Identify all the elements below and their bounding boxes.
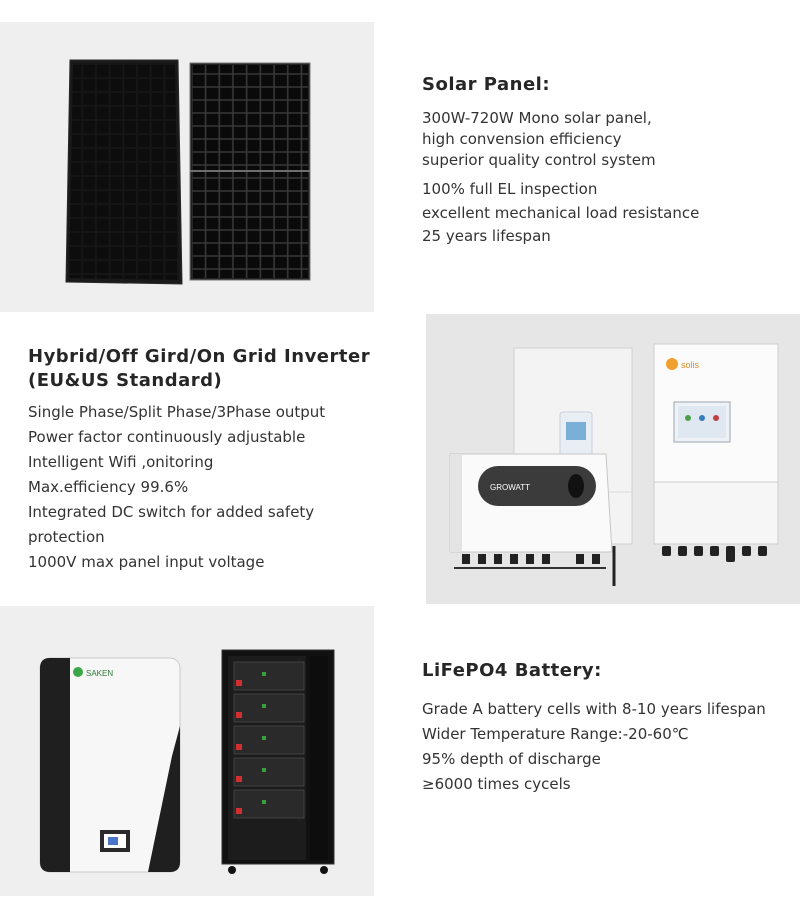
solar-spec-line: high convension efficiency — [422, 130, 622, 148]
battery-spec-line: Grade A battery cells with 8-10 years lifespan — [422, 700, 766, 718]
solar-spec-list-b — [422, 178, 699, 249]
inverter-spec-line: 1000V max panel input voltage — [28, 553, 265, 571]
battery-spec-line: ≥6000 times cycels — [422, 775, 571, 793]
solar-spec-line: superior quality control system — [422, 151, 656, 169]
solar-spec-line: 300W-720W Mono solar panel, — [422, 109, 652, 127]
solar-title: Solar Panel: — [422, 74, 551, 95]
inverter-spec-line: Intelligent Wifi ,onitoring — [28, 453, 214, 471]
inverter-title — [28, 345, 370, 393]
battery-brand-label: SAKEN — [86, 669, 114, 678]
inverter-spec-line: Integrated DC switch for added safety — [28, 503, 315, 521]
battery-spec-line: 95% depth of discharge — [422, 750, 601, 768]
battery-spec-line: Wider Temperature Range:-20-60℃ — [422, 725, 689, 743]
inverter-spec-list — [28, 400, 325, 575]
solis-brand-label: solis — [681, 360, 700, 370]
solar-spec-line: excellent mechanical load resistance — [422, 203, 700, 222]
inverter-spec-line: Single Phase/Split Phase/3Phase output — [28, 403, 326, 421]
battery-spec-list — [422, 697, 766, 797]
inverter-spec-line: protection — [28, 528, 105, 546]
inverter-spec-line: Max.efficiency 99.6% — [28, 478, 189, 496]
battery-title: LiFePO4 Battery: — [422, 660, 602, 681]
battery-image — [0, 606, 374, 896]
inverter-title-line1: Hybrid/Off Gird/On Grid Inverter — [28, 346, 371, 367]
solar-spec-list-a — [422, 108, 656, 171]
growatt-brand-label: GROWATT — [490, 483, 530, 492]
inverter-spec-line: Power factor continuously adjustable — [28, 428, 306, 446]
solar-spec-line: 25 years lifespan — [422, 227, 551, 245]
solar-panels-image — [0, 22, 374, 312]
inverter-title-line2: (EU&US Standard) — [28, 370, 223, 391]
solar-spec-line: 100% full EL inspection — [422, 180, 598, 198]
inverters-image — [426, 314, 800, 604]
